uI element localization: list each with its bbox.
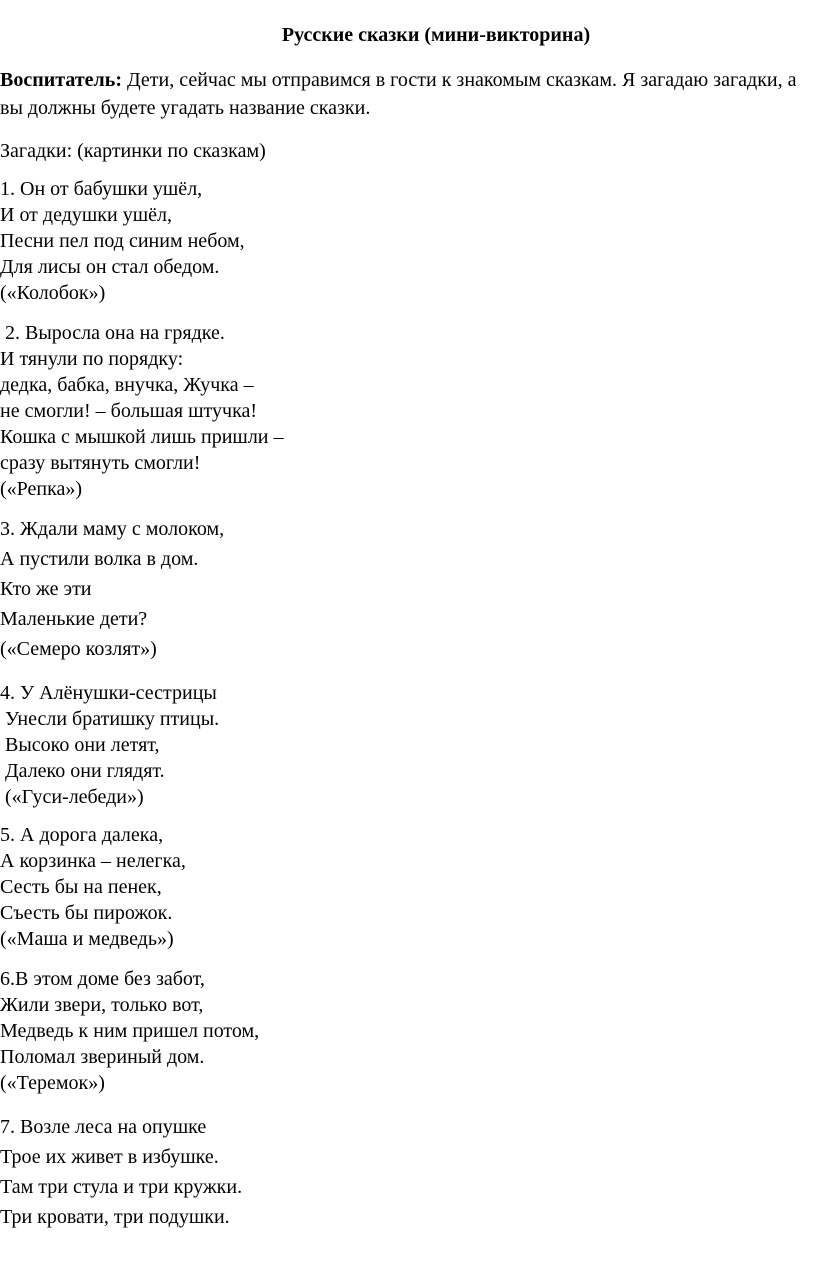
riddle-line: А корзинка – нелегка, (0, 850, 186, 872)
riddle-line: Сесть бы на пенек, (0, 876, 162, 898)
riddle-line: 5. А дорога далека, (0, 824, 164, 846)
riddle-2 (0, 320, 284, 502)
riddle-answer: («Маша и медведь») (0, 928, 174, 950)
riddle-line: Там три стула и три кружки. (0, 1176, 243, 1198)
riddle-line: Три кровати, три подушки. (0, 1206, 230, 1228)
riddle-line: Медведь к ним пришел потом, (0, 1020, 260, 1042)
riddle-line: Высоко они летят, (0, 734, 160, 756)
riddle-line: Маленькие дети? (0, 608, 148, 630)
document-title: Русские сказки (мини-викторина) (281, 24, 591, 46)
riddles-heading-text: Загадки: (картинки по сказкам) (0, 140, 266, 162)
riddle-line: Кто же эти (0, 578, 92, 600)
riddle-line: Поломал звериный дом. (0, 1046, 205, 1068)
riddle-line: И тянули по порядку: (0, 348, 184, 370)
riddle-5 (0, 822, 186, 952)
riddle-answer: («Теремок») (0, 1072, 105, 1094)
riddle-answer: («Репка») (0, 478, 83, 500)
riddle-line: 4. У Алёнушки-сестрицы (0, 682, 217, 704)
riddle-line: дедка, бабка, внучка, Жучка – (0, 374, 254, 396)
intro-speaker: Воспитатель: (0, 69, 122, 91)
riddle-line: Песни пел под синим небом, (0, 230, 245, 252)
riddle-line: А пустили волка в дом. (0, 548, 199, 570)
riddle-line: 6.В этом доме без забот, (0, 968, 205, 990)
riddle-line: Трое их живет в избушке. (0, 1146, 219, 1168)
riddle-answer: («Гуси-лебеди») (0, 786, 144, 808)
riddle-line: 7. Возле леса на опушке (0, 1116, 207, 1138)
riddles-heading (0, 138, 266, 164)
riddle-line: не смогли! – большая штучка! (0, 400, 258, 422)
riddle-line: Кошка с мышкой лишь пришли – (0, 426, 284, 448)
riddle-line: 1. Он от бабушки ушёл, (0, 178, 203, 200)
riddle-line: Жили звери, только вот, (0, 994, 204, 1016)
riddle-line: сразу вытянуть смогли! (0, 452, 201, 474)
riddle-answer: («Колобок») (0, 282, 106, 304)
riddle-3 (0, 514, 224, 664)
riddle-7 (0, 1112, 242, 1232)
riddle-line: Далеко они глядят. (0, 760, 165, 782)
riddle-answer: («Семеро козлят») (0, 638, 157, 660)
riddle-line: 2. Выросла она на грядке. (0, 322, 225, 344)
riddle-line: 3. Ждали маму с молоком, (0, 518, 225, 540)
intro-paragraph (0, 66, 810, 122)
riddle-line: Съесть бы пирожок. (0, 902, 173, 924)
riddle-line: Унесли братишку птицы. (0, 708, 220, 730)
riddle-4 (0, 680, 219, 810)
riddle-1 (0, 176, 245, 306)
intro-text: Дети, сейчас мы отправимся в гости к знакомым сказкам. Я загадаю загадки, а вы должны будете угадать название сказки. (0, 69, 797, 119)
riddle-line: Для лисы он стал обедом. (0, 256, 220, 278)
riddle-line: И от дедушки ушёл, (0, 204, 172, 226)
riddle-6 (0, 966, 259, 1096)
